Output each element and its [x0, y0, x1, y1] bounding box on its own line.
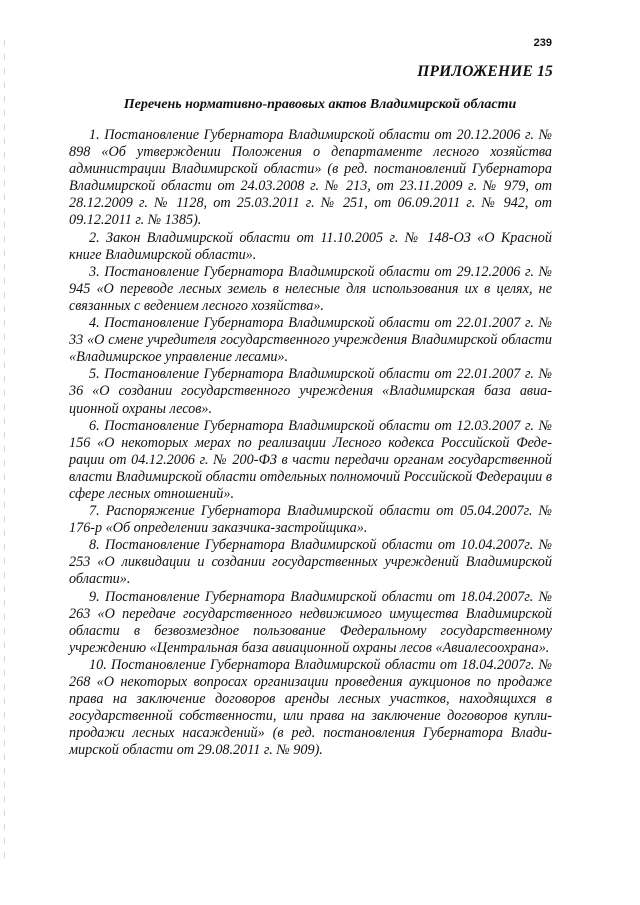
- appendix-label: ПРИЛОЖЕНИЕ 15: [417, 63, 553, 80]
- list-item: 2. Закон Владимирской области от 11.10.2005 г. № 148-ОЗ «О Красной книге Владимирской области».: [69, 229, 552, 263]
- document-title: Перечень нормативно-правовых актов Владимирской области: [123, 97, 517, 112]
- page-number: 239: [533, 37, 552, 49]
- list-item: 3. Постановление Губернатора Владимирской области от 29.12.2006 г. № 945 «О переводе лесных земель в нелесные для использования их в целях, не связанных с ведением лесного хозяйства».: [69, 263, 552, 314]
- list-item: 10. Постановление Губернатора Владимирской области от 18.04.2007г. № 268 «О некоторых вопросах организации проведения аукционов по продаже права на заключение договоров аренды лесных участков, находящихся в государственной собственности, или права на заключение договоров купли-продажи лесных насаждений» (в ред. постановления Губернатора Владимирской области от 29.08.2011 г. № 909).: [69, 656, 552, 759]
- list-item: 9. Постановление Губернатора Владимирской области от 18.04.2007г. № 263 «О передаче государственного недвижимого имущества Владимирской области в безвозмездное пользование Федеральному государственному учреждению «Центральная база авиационной охраны лесов «Авиалесоохрана».: [69, 588, 552, 656]
- act-list: [69, 127, 552, 759]
- list-item: 4. Постановление Губернатора Владимирской области от 22.01.2007 г. № 33 «О смене учредителя государственного учреждения Владимирской области «Владимирское управление лесами».: [69, 315, 552, 366]
- list-item: 8. Постановление Губернатора Владимирской области от 10.04.2007г. № 253 «О ликвидации и создании государственных учреждений Владимирской области».: [69, 537, 552, 588]
- list-item: 1. Постановление Губернатора Владимирской области от 20.12.2006 г. № 898 «Об утверждении Положения о департаменте лесного хозяйства администрации Владимирской области» (в ред. постановлений Губернатора Владимирской области от 24.03.2008 г. № 213, от 23.11.2009 г. № 979, от 28.12.2009 г. № 1128, от 25.03.2011 г. № 251, от 06.09.2011 г. № 942, от 09.12.2011 г. № 1385).: [69, 127, 552, 229]
- scan-edge-artifact: [4, 40, 5, 860]
- list-item: 7. Распоряжение Губернатора Владимирской области от 05.04.2007г. № 176-р «Об определении заказчика-застройщика».: [69, 503, 552, 537]
- list-item: 6. Постановление Губернатора Владимирской области от 12.03.2007 г. № 156 «О некоторых мерах по реализации Лесного кодекса Российской Федерации от 04.12.2006 г. № 200-ФЗ в части передачи органам государственной власти Владимирской области отдельных полномочий Российской Федерации в сфере лесных отношений».: [69, 417, 552, 502]
- list-item: 5. Постановление Губернатора Владимирской области от 22.01.2007 г. № 36 «О создании государственного учреждения «Владимирская база авиационной охраны лесов».: [69, 366, 552, 417]
